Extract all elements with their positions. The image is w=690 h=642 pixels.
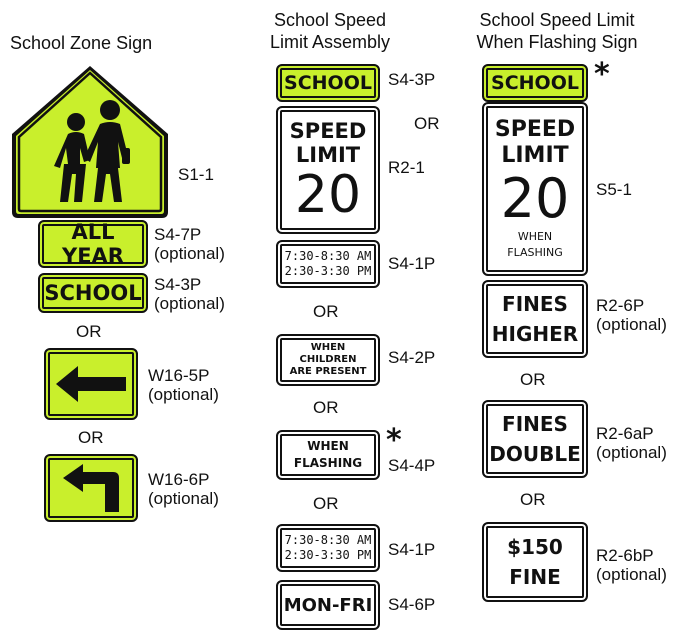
sign-s4-1p-times xyxy=(276,240,380,288)
sign-text-time-pm: 2:30-3:30 PM xyxy=(284,548,372,562)
or-separator: OR xyxy=(78,428,104,447)
label-s1-1: S1-1 xyxy=(178,165,214,184)
sign-text: DOUBLE xyxy=(489,442,581,466)
sign-s4-2p-children xyxy=(276,334,380,386)
sign-s4-3p-school xyxy=(276,64,380,102)
or-separator: OR xyxy=(313,494,339,513)
label-r2-1: R2-1 xyxy=(388,158,425,177)
sign-text: WHEN xyxy=(307,439,349,453)
header-school-speed-limit-assembly: School Speed Limit Assembly xyxy=(269,10,391,52)
label-r2-6bp: R2-6bP (optional) xyxy=(596,546,667,584)
sign-text: $150 xyxy=(507,535,563,559)
sign-s4-4p-when-flashing xyxy=(276,430,380,480)
label-s4-1p: S4-1P xyxy=(388,254,436,273)
sign-text-limit: LIMIT xyxy=(295,143,361,167)
label-r2-6ap: R2-6aP (optional) xyxy=(596,424,667,462)
school-zone-sign-s1-1 xyxy=(10,64,170,220)
label-s4-3p: S4-3P (optional) xyxy=(154,275,225,313)
sign-text-when: WHEN xyxy=(517,230,553,243)
sign-text: SCHOOL xyxy=(491,72,579,94)
arrow-left-icon xyxy=(54,364,128,404)
sign-text-time-pm: 2:30-3:30 PM xyxy=(284,264,372,278)
sign-text: FINES xyxy=(502,292,568,316)
sign-text-limit: LIMIT xyxy=(501,143,569,168)
label-s4-1p: S4-1P xyxy=(388,540,436,559)
sign-s5-1-speed-limit-when-flashing xyxy=(482,102,588,276)
arrow-turn-left-icon xyxy=(61,462,121,514)
sign-s4-6p-mon-fri xyxy=(276,580,380,630)
sign-s4-1p-times xyxy=(276,524,380,572)
sign-s4-3p-school xyxy=(38,273,148,313)
sign-text-speed: SPEED xyxy=(494,117,576,142)
sign-text-speed: SPEED xyxy=(289,119,367,143)
sign-r2-6p-fines-higher xyxy=(482,280,588,358)
label-s4-2p: S4-2P xyxy=(388,348,436,367)
or-separator: OR xyxy=(520,490,546,509)
sign-school-plaque xyxy=(482,64,588,102)
sign-text: FLASHING xyxy=(293,456,363,470)
sign-w16-5p-arrow xyxy=(44,348,138,420)
sign-w16-6p-turn-arrow xyxy=(44,454,138,522)
sign-text: MON-FRI xyxy=(283,594,373,616)
or-separator: OR xyxy=(313,398,339,417)
header-school-speed-limit-when-flashing: School Speed Limit When Flashing Sign xyxy=(476,10,638,52)
sign-text: ARE PRESENT xyxy=(289,366,367,377)
or-separator: OR xyxy=(414,114,440,133)
label-s4-3p: S4-3P xyxy=(388,70,436,89)
sign-r2-1-speed-limit xyxy=(276,106,380,234)
or-separator: OR xyxy=(520,370,546,389)
sign-text: ALL YEAR xyxy=(62,220,124,268)
sign-text: FINE xyxy=(509,565,561,589)
sign-text: WHEN xyxy=(310,342,346,353)
sign-text-time-am: 7:30-8:30 AM xyxy=(284,249,372,263)
sign-text-time-am: 7:30-8:30 AM xyxy=(284,533,372,547)
asterisk-note: * xyxy=(386,423,402,458)
sign-r2-6bp-150-fine xyxy=(482,522,588,602)
or-separator: OR xyxy=(76,322,102,341)
sign-text: SCHOOL xyxy=(44,281,142,305)
label-s4-7p: S4-7P (optional) xyxy=(154,225,225,263)
sign-text: CHILDREN xyxy=(299,354,357,365)
sign-text-number: 20 xyxy=(500,167,570,230)
header-school-zone-sign: School Zone Sign xyxy=(10,33,153,53)
sign-text: HIGHER xyxy=(491,322,579,346)
sign-text: FINES xyxy=(502,412,568,436)
sign-text: SCHOOL xyxy=(284,72,372,94)
asterisk-note: * xyxy=(594,57,610,92)
sign-r2-6ap-fines-double xyxy=(482,400,588,478)
label-r2-6p: R2-6P (optional) xyxy=(596,296,667,334)
label-s4-6p: S4-6P xyxy=(388,595,436,614)
sign-text-flashing: FLASHING xyxy=(507,246,563,259)
sign-text-number: 20 xyxy=(294,165,362,225)
label-s4-4p: S4-4P xyxy=(388,456,436,475)
sign-s4-7p-all-year xyxy=(38,220,148,268)
label-w16-6p: W16-6P (optional) xyxy=(148,470,219,508)
or-separator: OR xyxy=(313,302,339,321)
label-w16-5p: W16-5P (optional) xyxy=(148,366,219,404)
label-s5-1: S5-1 xyxy=(596,180,632,199)
